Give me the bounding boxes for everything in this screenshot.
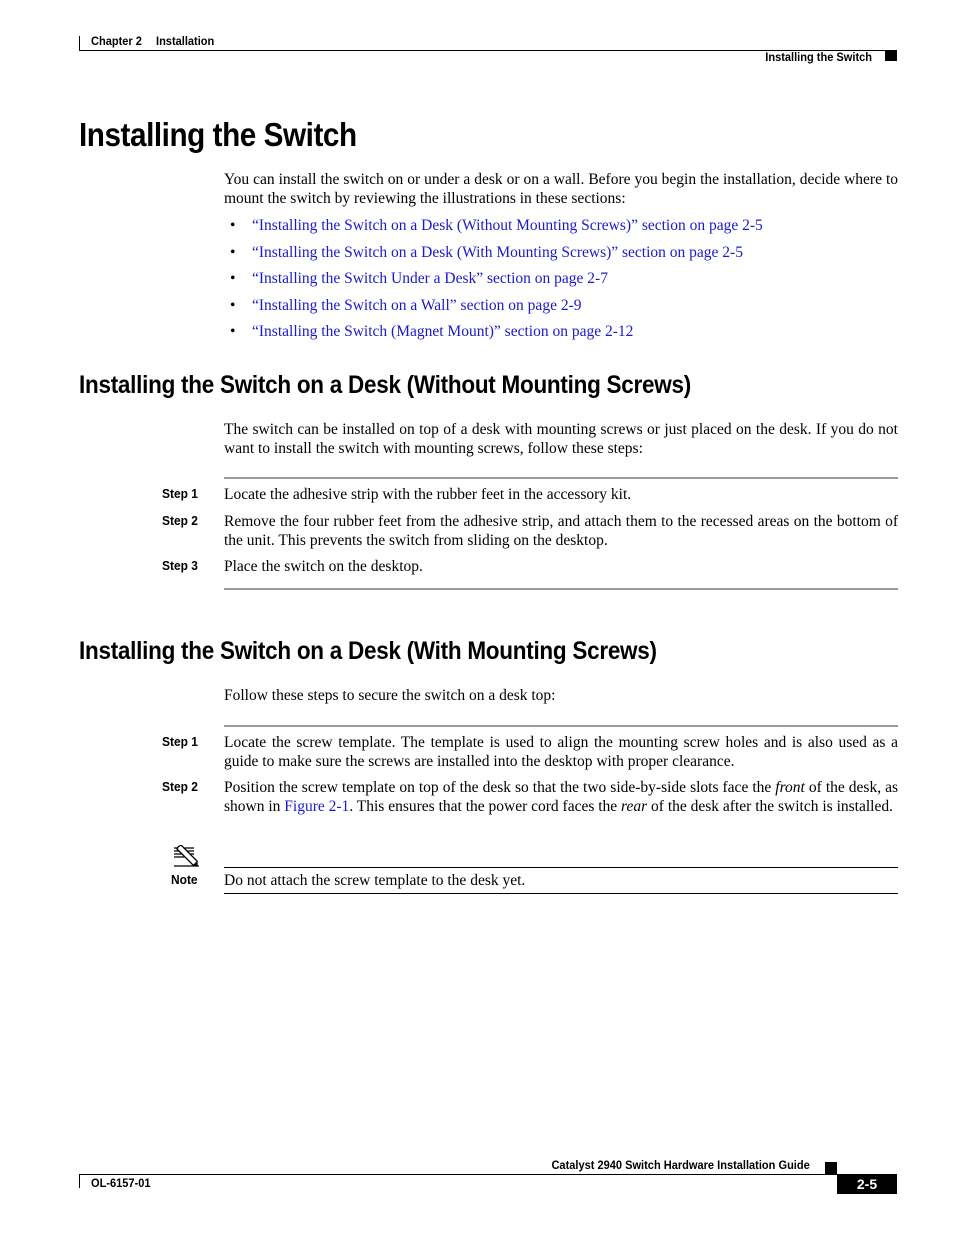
step-label: Step 2: [162, 513, 198, 528]
section-heading-without-screws: Installing the Switch on a Desk (Without Mounting Screws): [79, 371, 691, 399]
bullet: •: [230, 296, 236, 314]
header-chapter: Chapter 2: [91, 34, 142, 48]
pencil-note-icon: [172, 845, 200, 867]
step-label: Step 1: [162, 734, 198, 749]
steps-top-rule: [224, 477, 898, 479]
note-bottom-rule: [224, 893, 898, 894]
intro-paragraph: You can install the switch on or under a desk or on a wall. Before you begin the installation, decide where to mount the switch by reviewing the illustrations in these sections:: [224, 171, 898, 207]
steps-top-rule: [224, 725, 898, 727]
footer-guide-title: Catalyst 2940 Switch Hardware Installation Guide: [551, 1158, 810, 1172]
step-text: Place the switch on the desktop.: [224, 558, 423, 575]
bullet: •: [230, 243, 236, 261]
note-label: Note: [171, 872, 198, 887]
section-heading-with-screws: Installing the Switch on a Desk (With Mounting Screws): [79, 637, 657, 665]
step-text-part: of the desk, as shown in: [224, 779, 898, 815]
list-item: [230, 269, 763, 296]
footer-divider-vertical: [79, 1174, 80, 1188]
list-item: [230, 322, 763, 349]
step-text: Locate the screw template. The template is used to align the mounting screw holes and is also used as a guide to make sure the screws are installed into the desktop with proper clearance.: [224, 734, 898, 770]
step-text: [224, 778, 898, 816]
list-item: [230, 216, 763, 243]
step-text-part: . This ensures that the power cord faces the: [349, 798, 622, 815]
section-link-list: [230, 216, 763, 349]
page-number: 2-5: [837, 1174, 897, 1194]
section1-intro: The switch can be installed on top of a desk with mounting screws or just placed on the desk. If you do not want to install the switch with mounting screws, follow these steps:: [224, 421, 898, 457]
step-text: Locate the adhesive strip with the rubber feet in the accessory kit.: [224, 486, 632, 503]
step-label: Step 2: [162, 779, 198, 794]
list-item: [230, 243, 763, 270]
link-magnet-mount[interactable]: “Installing the Switch (Magnet Mount)” section on page 2-12: [252, 323, 634, 340]
step-label: Step 3: [162, 558, 198, 573]
steps-bottom-rule: [224, 588, 898, 590]
step-label: Step 1: [162, 486, 198, 501]
step-text: Remove the four rubber feet from the adhesive strip, and attach them to the recessed areas on the bottom of the unit. This prevents the switch from sliding on the desktop.: [224, 513, 898, 549]
header-section-title: Installing the Switch: [765, 50, 872, 64]
header-marker: [885, 51, 897, 61]
bullet: •: [230, 323, 236, 340]
bullet: •: [230, 217, 236, 234]
header-divider-vertical: [79, 36, 80, 50]
note-text: Do not attach the screw template to the desk yet.: [224, 872, 526, 889]
link-under-desk[interactable]: “Installing the Switch Under a Desk” section on page 2-7: [252, 270, 608, 287]
footer-doc-number: OL-6157-01: [91, 1176, 151, 1190]
link-desk-without-screws[interactable]: “Installing the Switch on a Desk (Without Mounting Screws)” section on page 2-5: [252, 217, 763, 234]
list-item: [230, 296, 763, 323]
link-desk-with-screws[interactable]: “Installing the Switch on a Desk (With Mounting Screws)” section on page 2-5: [252, 243, 743, 261]
emphasis-front: front: [775, 779, 805, 796]
footer-marker: [825, 1162, 837, 1174]
emphasis-rear: rear: [621, 798, 648, 815]
section2-intro: Follow these steps to secure the switch on a desk top:: [224, 687, 556, 704]
figure-link[interactable]: Figure 2-1: [284, 798, 350, 815]
bullet: •: [230, 270, 236, 287]
step-text-part: of the desk after the switch is installed.: [647, 798, 893, 815]
link-on-wall[interactable]: “Installing the Switch on a Wall” section on page 2-9: [252, 296, 582, 314]
header-chapter-title: Installation: [156, 34, 215, 48]
step-text-part: Position the screw template on top of the desk so that the two side-by-side slots face the: [224, 779, 776, 796]
note-top-rule: [224, 867, 898, 868]
page-title: Installing the Switch: [79, 116, 357, 153]
footer-divider: [79, 1174, 897, 1175]
